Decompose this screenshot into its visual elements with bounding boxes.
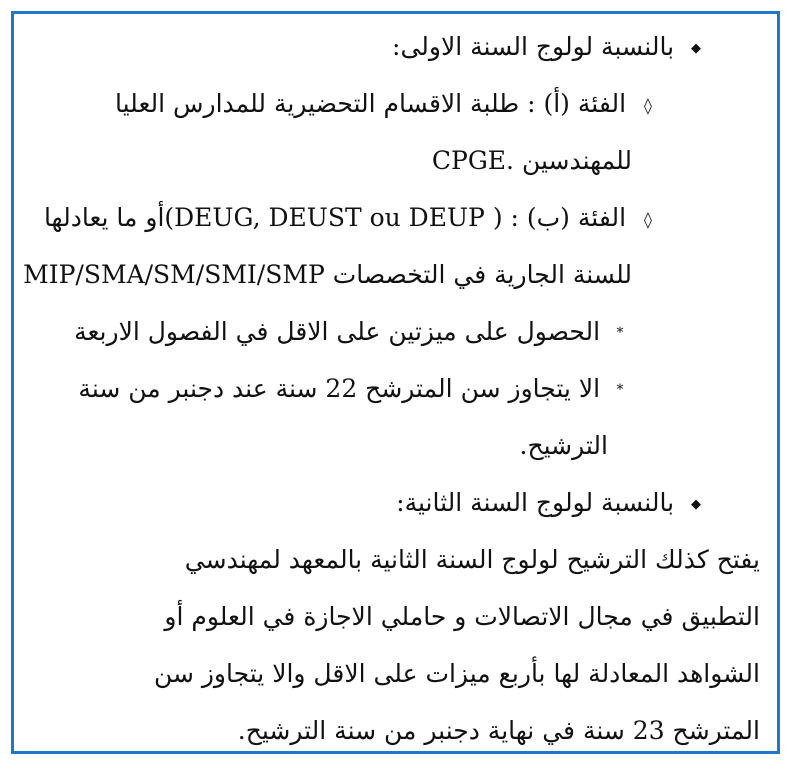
category-b-line2 bbox=[23, 246, 760, 303]
condition-2-text-2: الترشيح. bbox=[519, 431, 608, 460]
category-a-text-2: للمهندسين .CPGE bbox=[431, 146, 632, 175]
category-b-text-1: الفئة (ب) : ( DEUG, DEUST ou DEUP)أو ما يعادلها bbox=[43, 203, 627, 232]
diamond-bullet-icon: ◆ bbox=[691, 41, 701, 56]
category-a-line2 bbox=[55, 132, 760, 189]
hollow-diamond-bullet-icon: ◊ bbox=[644, 210, 652, 229]
condition-2-line2 bbox=[55, 417, 760, 474]
star-bullet-icon: * bbox=[616, 325, 624, 341]
section2-paragraph-text: المترشح 23 سنة في نهاية دجنبر من سنة الترشيح. bbox=[237, 716, 760, 745]
section2-paragraph-text: يفتح كذلك الترشيح لولوج السنة الثانية بالمعهد لمهندسي bbox=[184, 545, 760, 574]
diamond-bullet-icon: ◆ bbox=[691, 497, 701, 512]
section1-heading: بالنسبة لولوج السنة الاولى: bbox=[392, 32, 675, 61]
condition-2-text-1: الا يتجاوز سن المترشح 22 سنة عند دجنبر من سنة bbox=[78, 374, 601, 403]
section2-paragraph-text: الشواهد المعادلة لها بأربع ميزات على الاقل والا يتجاوز سن bbox=[153, 659, 760, 688]
category-a-line1 bbox=[55, 75, 760, 132]
section2-paragraph-line bbox=[55, 531, 760, 588]
condition-1-text: الحصول على ميزتين على الاقل في الفصول الاربعة bbox=[74, 317, 601, 346]
section2-heading: بالنسبة لولوج السنة الثانية: bbox=[396, 488, 675, 517]
document-content bbox=[23, 18, 760, 759]
section2-paragraph-line bbox=[55, 588, 760, 645]
condition-2-line1 bbox=[55, 360, 760, 417]
hollow-diamond-bullet-icon: ◊ bbox=[644, 96, 652, 115]
category-b-text-2: للسنة الجارية في التخصصات MIP/SMA/SM/SMI/SMP bbox=[23, 260, 632, 289]
category-b-line1 bbox=[43, 189, 760, 246]
condition-1-line bbox=[55, 303, 760, 360]
category-a-text-1: الفئة (أ) : طلبة الاقسام التحضيرية للمدارس العليا bbox=[115, 89, 627, 118]
section2-paragraph-text: التطبيق في مجال الاتصالات و حاملي الاجازة في العلوم أو bbox=[164, 602, 760, 631]
star-bullet-icon: * bbox=[616, 382, 624, 398]
section2-paragraph-line bbox=[55, 702, 760, 759]
section2-paragraph-line bbox=[55, 645, 760, 702]
section2-heading-line bbox=[55, 474, 760, 531]
section1-heading-line bbox=[55, 18, 760, 75]
